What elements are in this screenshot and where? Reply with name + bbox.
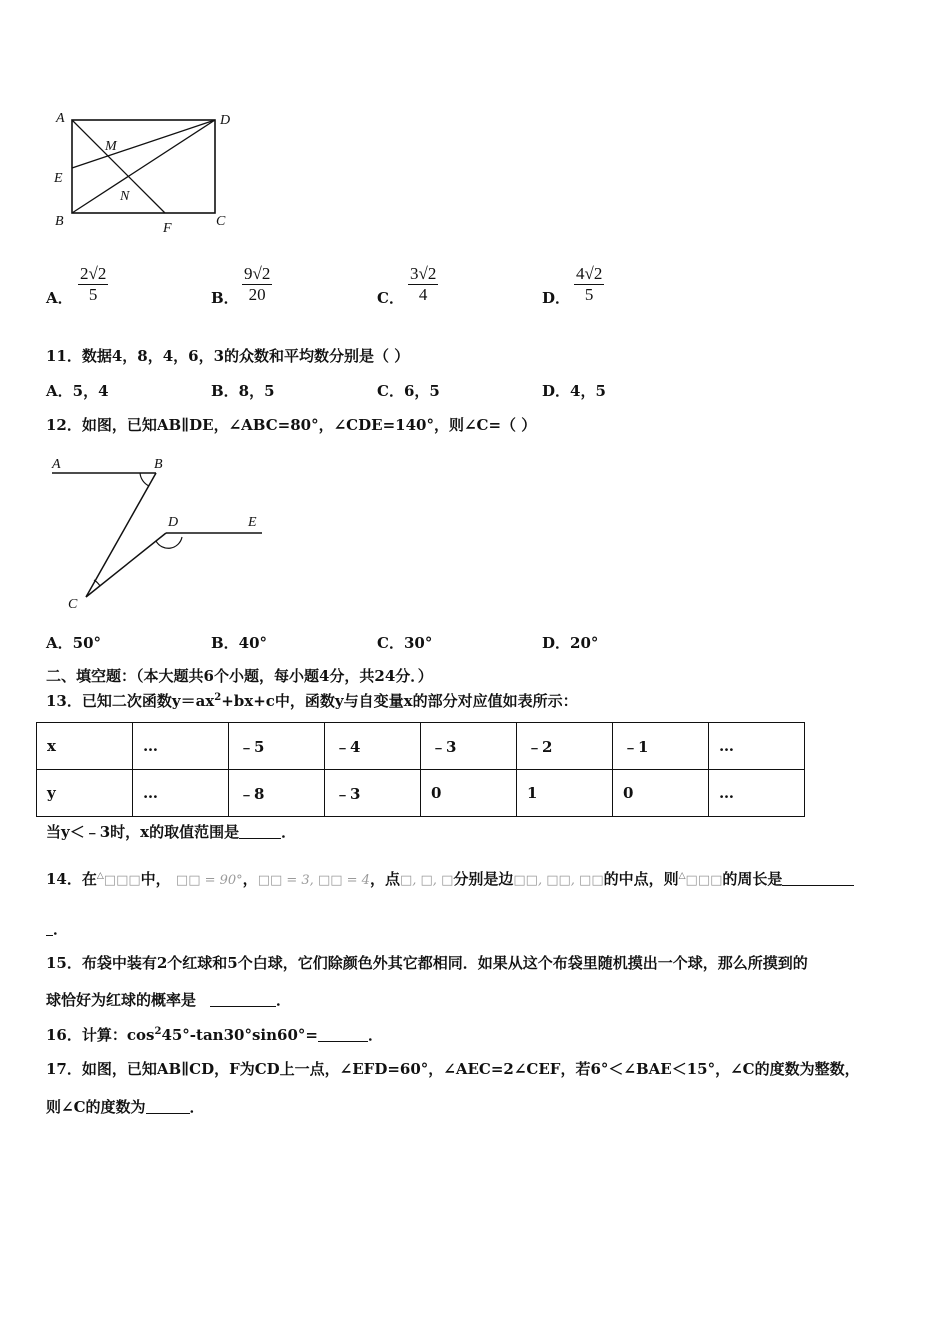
q11-stem: 11．数据4，8，4，6，3的众数和平均数分别是（ ） bbox=[46, 347, 410, 365]
q10-option-c-fraction bbox=[408, 264, 438, 305]
label-d: D bbox=[168, 515, 179, 530]
q14-stem bbox=[46, 868, 854, 889]
label-m: M bbox=[105, 139, 117, 154]
table-cell: … bbox=[709, 723, 805, 770]
table-cell: ﹣3 bbox=[421, 723, 517, 770]
label-n: N bbox=[120, 189, 130, 204]
figure-parallel-lines bbox=[48, 455, 268, 615]
table-cell: 0 bbox=[421, 770, 517, 817]
line-bd bbox=[72, 120, 215, 213]
fraction-numerator: 3√2 bbox=[410, 264, 437, 283]
q10-option-d-fraction bbox=[574, 264, 604, 305]
q12-option-b: B．40° bbox=[211, 634, 268, 652]
angle-arc-c bbox=[94, 580, 100, 586]
fraction-numerator: 2√2 bbox=[80, 264, 107, 283]
label-d: D bbox=[220, 113, 231, 128]
fraction-numerator: 9√2 bbox=[244, 264, 271, 283]
q15-line1: 15．布袋中装有2个红球和5个白球，它们除颜色外其它都相同．如果从这个布袋里随机摸出一个球，那么所摸到的 bbox=[46, 954, 808, 972]
table-cell: … bbox=[133, 770, 229, 817]
formula-placeholder: □□□ bbox=[103, 873, 141, 888]
table-cell: x bbox=[37, 723, 133, 770]
label-e: E bbox=[248, 515, 257, 530]
formula-placeholder: □□□ bbox=[685, 873, 723, 888]
q14-end bbox=[46, 918, 68, 939]
q10-option-a-letter: A． bbox=[46, 289, 73, 307]
answer-blank bbox=[210, 992, 276, 1007]
answer-blank bbox=[239, 824, 281, 839]
q11-option-a: A．5，4 bbox=[46, 382, 109, 400]
q14-end-text: ． bbox=[53, 920, 69, 938]
q11-option-d: D．4，5 bbox=[542, 382, 606, 400]
q10-option-c-letter: C． bbox=[377, 289, 404, 307]
q10-option-b-fraction bbox=[242, 264, 272, 305]
q10-option-a-fraction bbox=[78, 264, 108, 305]
table-cell: … bbox=[133, 723, 229, 770]
q12-option-d: D．20° bbox=[542, 634, 599, 652]
q16-sup: 2 bbox=[154, 1026, 162, 1037]
q14-eq: ， bbox=[242, 870, 258, 888]
q14-p5: 的中点，则 bbox=[603, 870, 679, 888]
table-cell: ﹣1 bbox=[613, 723, 709, 770]
label-a: A bbox=[52, 457, 61, 472]
q11-option-b: B．8，5 bbox=[211, 382, 275, 400]
answer-blank bbox=[318, 1027, 368, 1042]
table-row bbox=[37, 770, 805, 817]
q14-p6: 的周长是 bbox=[722, 870, 783, 888]
answer-blank bbox=[46, 921, 53, 936]
angle-arc-b bbox=[140, 473, 149, 486]
q15-end: ． bbox=[276, 991, 292, 1009]
table-cell: 0 bbox=[613, 770, 709, 817]
label-b: B bbox=[55, 214, 64, 229]
q11-option-c: C．6，5 bbox=[377, 382, 440, 400]
triangle-symbol: △ bbox=[96, 871, 104, 881]
q13-sup: 2 bbox=[214, 692, 222, 703]
q16-b: 45°-tan30°sin60°= bbox=[161, 1026, 318, 1044]
q13-value-table bbox=[36, 722, 805, 817]
q13-tail-end: ． bbox=[281, 823, 297, 841]
q17-line2-text: 则∠C的度数为 bbox=[46, 1098, 146, 1116]
q16-stem bbox=[46, 1024, 383, 1045]
table-cell: y bbox=[37, 770, 133, 817]
q10-option-b-letter: B． bbox=[211, 289, 239, 307]
table-cell: ﹣5 bbox=[229, 723, 325, 770]
answer-blank bbox=[146, 1099, 190, 1114]
line-cd bbox=[86, 533, 166, 597]
answer-blank bbox=[782, 871, 854, 886]
formula-placeholder: □□, □□, □□ bbox=[513, 873, 604, 888]
line-bc bbox=[86, 473, 156, 597]
q14-p3: ，点 bbox=[369, 870, 400, 888]
q15-line2-text: 球恰好为红球的概率是 bbox=[46, 991, 197, 1009]
q10-option-d-letter: D． bbox=[542, 289, 571, 307]
q13-tail: 当y＜﹣3时，x的取值范围是 bbox=[46, 823, 240, 841]
label-c: C bbox=[216, 214, 226, 229]
line-af bbox=[72, 120, 165, 213]
q13-stem-b: +bx+c中，函数y与自变量x的部分对应值如表所示： bbox=[221, 692, 578, 710]
q17-line2 bbox=[46, 1096, 205, 1117]
table-cell: … bbox=[709, 770, 805, 817]
line-ed bbox=[72, 120, 215, 168]
label-a: A bbox=[56, 111, 65, 126]
q15-line2 bbox=[46, 989, 291, 1010]
table-cell: ﹣2 bbox=[517, 723, 613, 770]
q12-option-c: C．30° bbox=[377, 634, 433, 652]
label-f: F bbox=[163, 221, 172, 236]
q17-line1: 17．如图，已知AB∥CD，F为CD上一点，∠EFD=60°，∠AEC=2∠CEF，若6°＜∠BAE＜15°，∠C的度数为整数， bbox=[46, 1060, 860, 1078]
q16-end: ． bbox=[367, 1026, 383, 1044]
label-b: B bbox=[154, 457, 163, 472]
q13-question bbox=[46, 821, 296, 842]
fraction-denominator: 5 bbox=[584, 285, 594, 304]
triangle-symbol: △ bbox=[678, 871, 686, 881]
q17-end: ． bbox=[189, 1098, 205, 1116]
table-cell: ﹣3 bbox=[325, 770, 421, 817]
fraction-denominator: 5 bbox=[88, 285, 98, 304]
table-cell: ﹣4 bbox=[325, 723, 421, 770]
fraction-numerator: 4√2 bbox=[576, 264, 603, 283]
formula-placeholder: □□ = 90° bbox=[175, 873, 243, 888]
figure-rectangle bbox=[50, 108, 250, 238]
q14-p4: 分别是边 bbox=[453, 870, 514, 888]
table-row bbox=[37, 723, 805, 770]
table-cell: ﹣8 bbox=[229, 770, 325, 817]
formula-placeholder: □□ = 3, □□ = 4 bbox=[257, 873, 370, 888]
label-c: C bbox=[68, 597, 78, 612]
section-fill-in-title: 二、填空题：（本大题共6个小题，每小题4分，共24分．） bbox=[46, 667, 433, 685]
fraction-denominator: 4 bbox=[418, 285, 428, 304]
formula-placeholder: □, □, □ bbox=[399, 873, 454, 888]
q13-stem bbox=[46, 690, 578, 711]
q12-stem: 12．如图，已知AB∥DE，∠ABC=80°，∠CDE=140°，则∠C=（ ） bbox=[46, 416, 537, 434]
q14-p2: 中， bbox=[140, 870, 171, 888]
q12-option-a: A．50° bbox=[46, 634, 102, 652]
q16-a: 16．计算：cos bbox=[46, 1026, 155, 1044]
q14-p1: 14．在 bbox=[46, 870, 97, 888]
q13-stem-a: 13．已知二次函数y＝ax bbox=[46, 692, 215, 710]
fraction-denominator: 20 bbox=[248, 285, 266, 304]
label-e: E bbox=[54, 171, 63, 186]
table-cell: 1 bbox=[517, 770, 613, 817]
